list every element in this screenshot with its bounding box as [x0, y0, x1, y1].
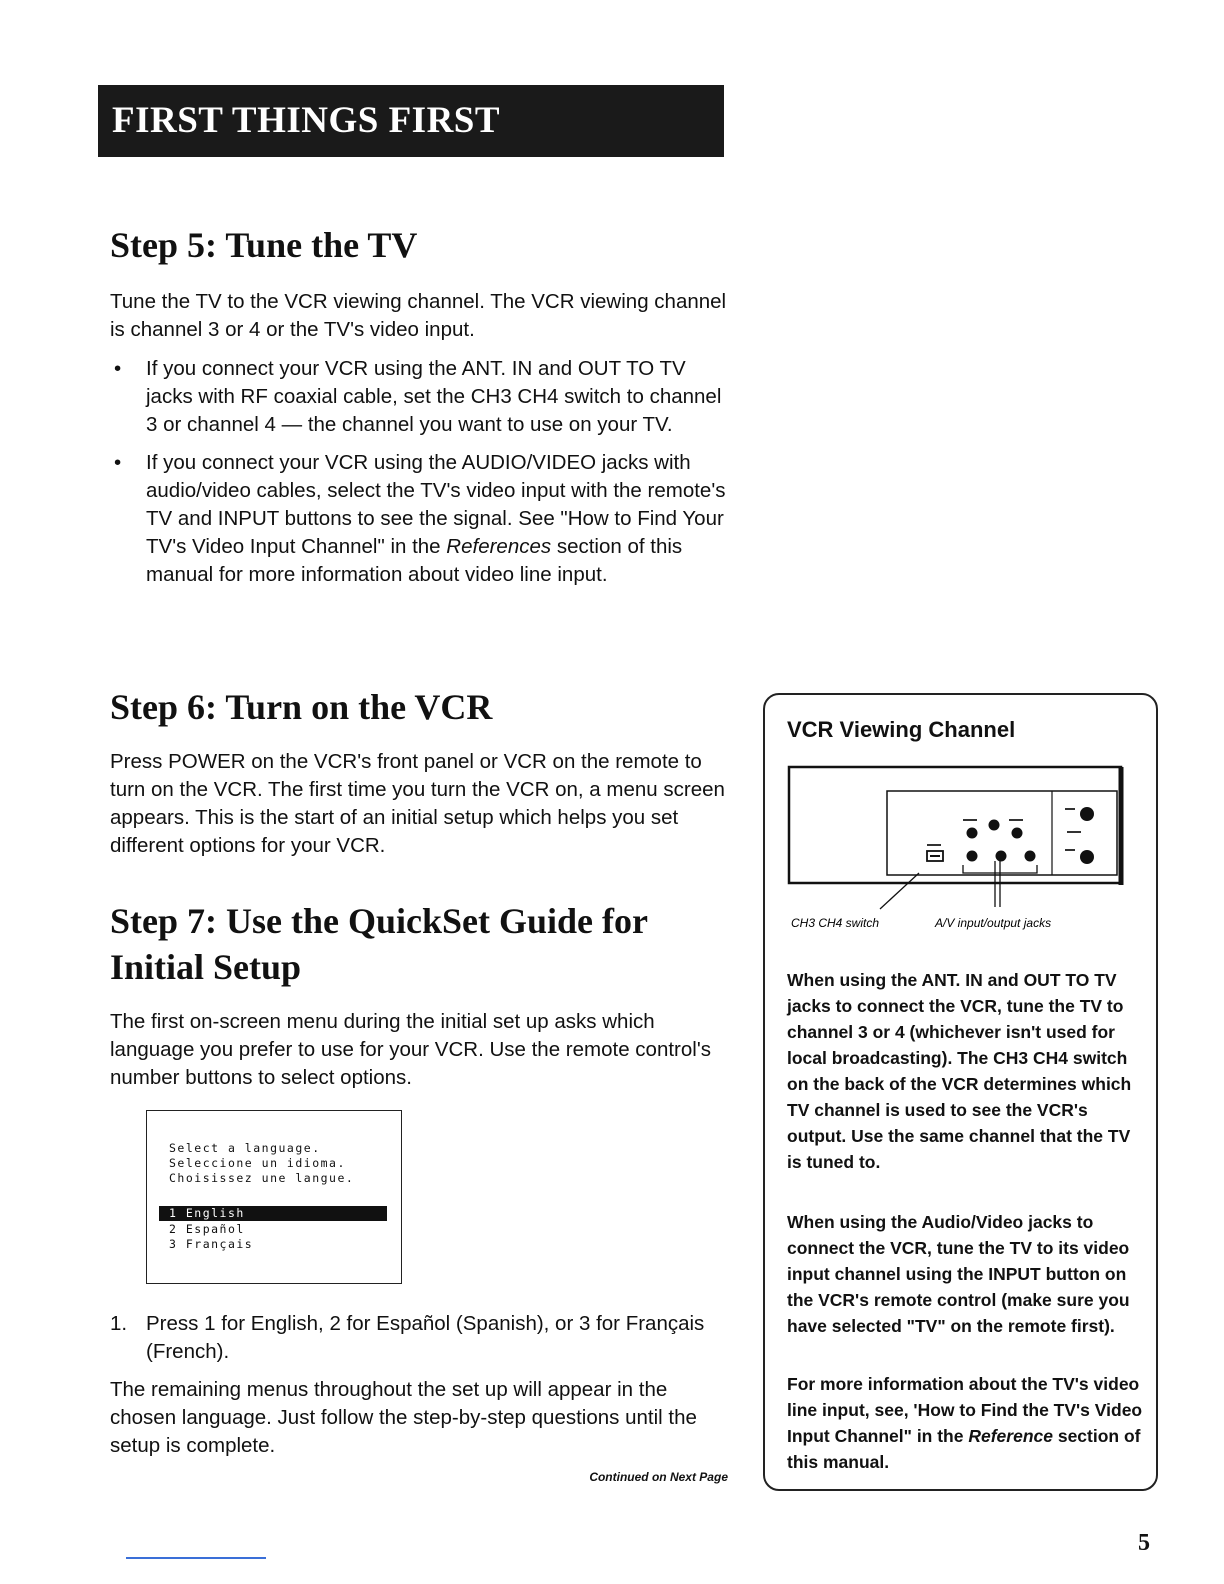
reference-ref: Reference: [968, 1426, 1053, 1446]
menu-prompt: Choisissez une langue.: [169, 1171, 355, 1185]
jack-icon: [996, 851, 1007, 862]
jack-icon: [989, 820, 1000, 831]
menu-prompt: Select a language.: [169, 1141, 321, 1155]
step7-heading: Step 7: Use the QuickSet Guide for Initial Setup: [110, 901, 648, 987]
bullet-text: If you connect your VCR using the AUDIO/VIDEO jacks with audio/video cables, select the TV's video input with the remote's TV and INPUT buttons to see the signal. See "How to Find Your TV's Video Input Channel" in the References section of this manual for more information about video line input.: [146, 451, 726, 586]
menu-option: 3 Français: [169, 1237, 254, 1251]
vcr-back-panel-diagram: [787, 761, 1137, 941]
switch-pointer: [880, 873, 919, 909]
language-menu-screen: [146, 1110, 402, 1284]
list-item: [110, 449, 735, 589]
jack-icon: [1080, 807, 1094, 821]
step7-closing: The remaining menus throughout the set up will appear in the chosen language. Just follow the step-by-step questions until the setup is complete.: [110, 1378, 697, 1457]
sidebar-para-more-info: For more information about the TV's video line input, see, 'How to Find the TV's Video Input Channel" in the Reference section of this manual.: [787, 1374, 1143, 1472]
caption-ch3-ch4: CH3 CH4 switch: [791, 916, 880, 930]
jack-icon: [1025, 851, 1036, 862]
bullet-icon: •: [114, 451, 122, 474]
audio-video-jacks: [967, 820, 1036, 862]
step6-heading: Step 6: Turn on the VCR: [110, 687, 493, 727]
jack-panel: [887, 791, 1117, 875]
jack-labels: [927, 808, 1081, 851]
sidebar-title: VCR Viewing Channel: [787, 717, 1016, 742]
step5-heading: Step 5: Tune the TV: [110, 225, 418, 265]
menu-option: 2 Español: [169, 1222, 245, 1236]
section-banner: FIRST THINGS FIRST: [98, 85, 724, 157]
bullet-icon: •: [114, 357, 122, 380]
list-item: [110, 355, 735, 439]
footer-rule: [126, 1557, 266, 1559]
bullet-text: If you connect your VCR using the ANT. IN and OUT TO TV jacks with RF coaxial cable, set the CH3 CH4 switch to channel 3 or channel 4 — the channel you want to use on your TV.: [146, 357, 722, 436]
step5-intro: Tune the TV to the VCR viewing channel. The VCR viewing channel is channel 3 or 4 or the TV's video input.: [110, 290, 727, 341]
list-text: Press 1 for English, 2 for Español (Spanish), or 3 for Français (French).: [146, 1312, 705, 1363]
jack-icon: [967, 851, 978, 862]
menu-option: 1 English: [169, 1206, 245, 1220]
step7-body: The first on-screen menu during the initial set up asks which language you prefer to use for your VCR. Use the remote control's number buttons to select options.: [110, 1010, 711, 1089]
continued-note: Continued on Next Page: [589, 1470, 728, 1484]
step6-body: Press POWER on the VCR's front panel or VCR on the remote to turn on the VCR. The first time you turn the VCR on, a menu screen appears. This is the start of an initial setup which helps you set different options for your VCR.: [110, 750, 725, 857]
jack-icon: [1012, 828, 1023, 839]
menu-option-highlight: [159, 1206, 387, 1221]
sidebar-para-av: When using the Audio/Video jacks to connect the VCR, tune the TV to its video input channel using the INPUT button on the VCR's remote control (make sure you have selected "TV" on the remote first).: [787, 1212, 1130, 1336]
jack-icon: [1080, 850, 1094, 864]
list-item: [110, 1310, 735, 1366]
caption-av-jacks: A/V input/output jacks: [935, 916, 1052, 930]
list-number: 1.: [110, 1312, 128, 1335]
antenna-jacks: [1080, 807, 1094, 864]
vcr-panel-frame: [789, 767, 1121, 883]
step7-numbered-list: [110, 1310, 735, 1366]
menu-prompt: Seleccione un idioma.: [169, 1156, 346, 1170]
sidebar-para-ant: When using the ANT. IN and OUT TO TV jacks to connect the VCR, tune the TV to channel 3 or 4 (whichever isn't used for local broadcasting). The CH3 CH4 switch on the back of the VCR determines which TV channel is used to see the VCR's output. Use the same channel that the TV is tuned to.: [787, 970, 1132, 1172]
references-ref: References: [446, 535, 552, 558]
jack-icon: [967, 828, 978, 839]
page-number: 5: [1138, 1530, 1150, 1556]
sidebar-box: [763, 693, 1158, 1491]
step5-bullet-list: [110, 355, 735, 599]
